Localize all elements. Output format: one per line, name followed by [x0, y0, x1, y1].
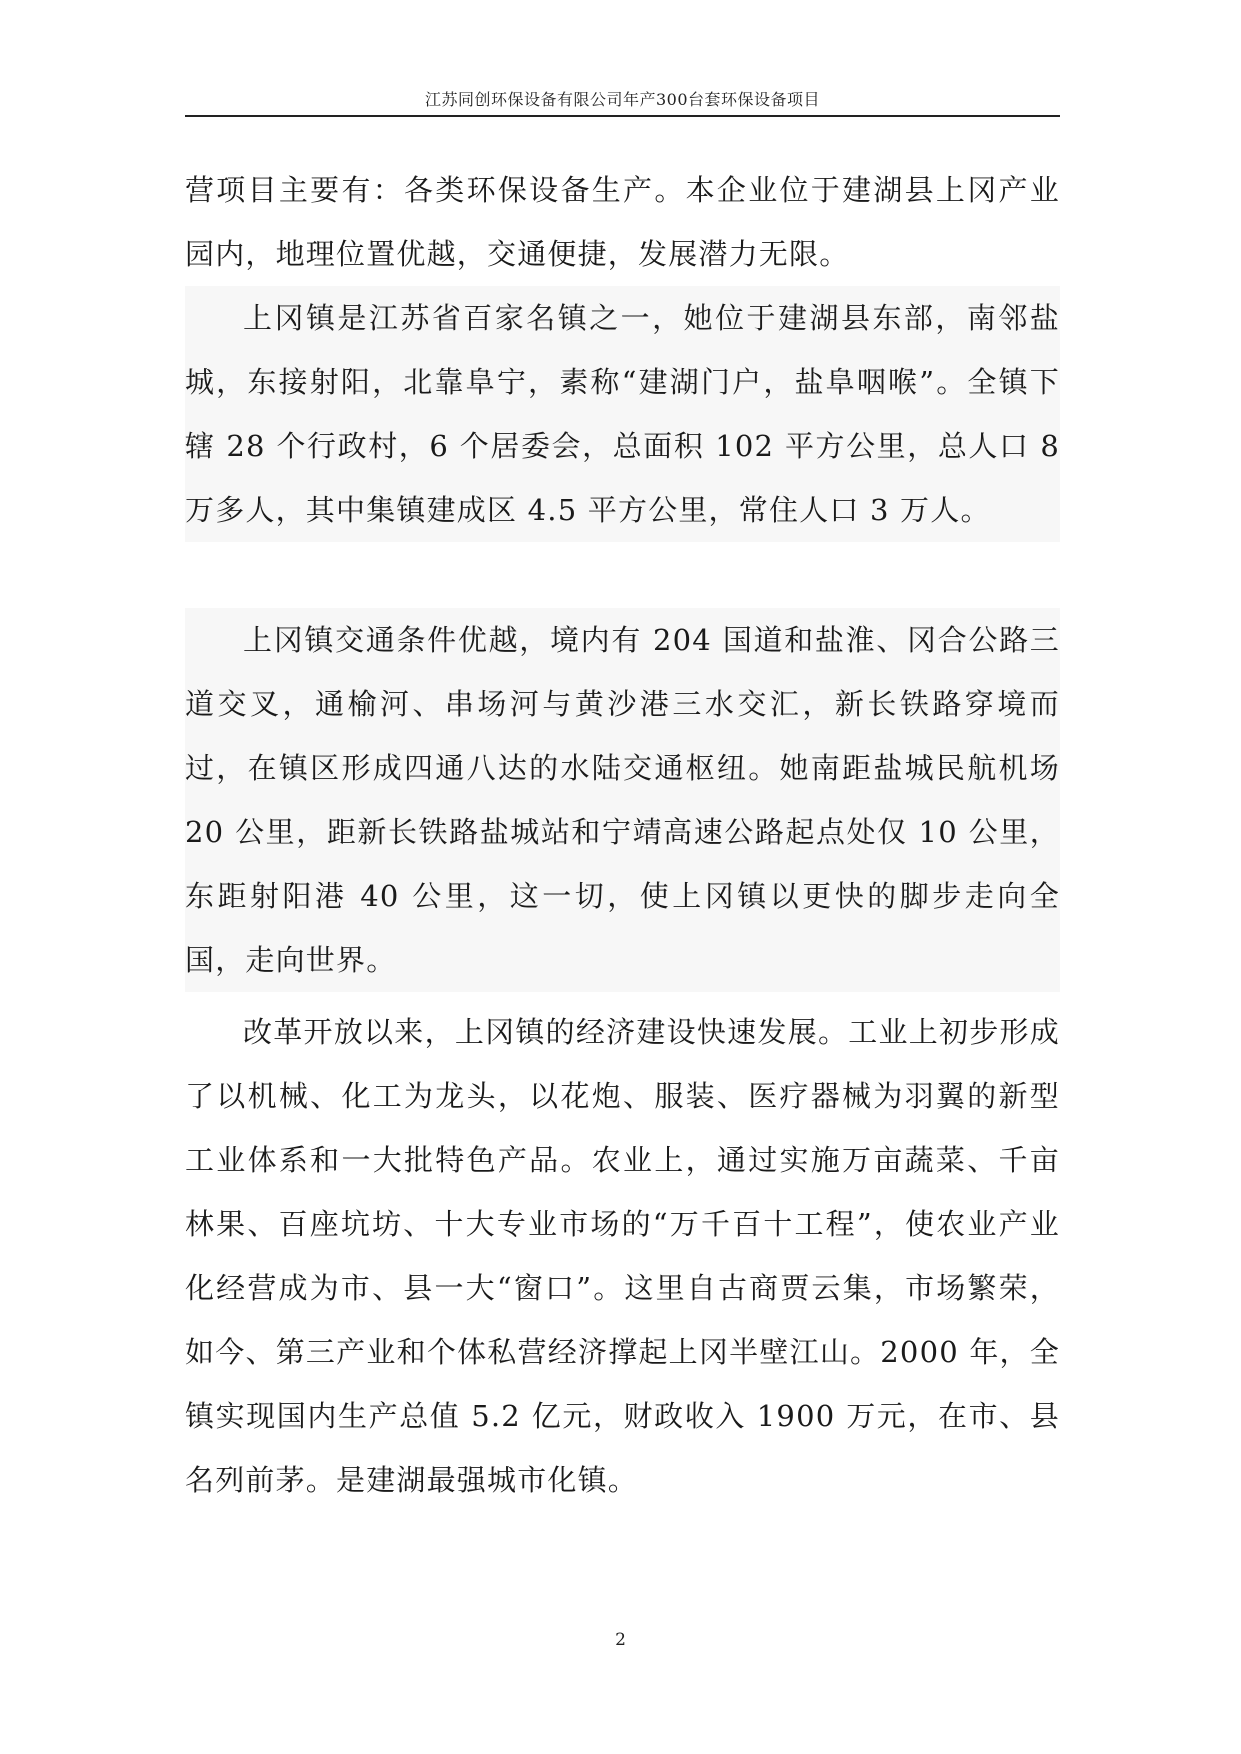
paragraph-intro-continued: 营项目主要有：各类环保设备生产。本企业位于建湖县上冈产业园内，地理位置优越，交通便捷，发展潜力无限。	[185, 173, 1060, 271]
header-divider	[185, 115, 1060, 117]
paragraph-economy: 改革开放以来，上冈镇的经济建设快速发展。工业上初步形成了以机械、化工为龙头，以花炮、服装、医疗器械为羽翼的新型工业体系和一大批特色产品。农业上，通过实施万亩蔬菜、千亩林果、百座坑坊、十大专业市场的“万千百十工程”，使农业产业化经营成为市、县一大“窗口”。这里自古商贾云集，市场繁荣，如今、第三产业和个体私营经济撑起上冈半壁江山。2000 年，全镇实现国内生产总值 5.2 亿元，财政收入 1900 万元，在市、县名列前茅。是建湖最强城市化镇。	[185, 1015, 1060, 1497]
page-header: 江苏同创环保设备有限公司年产300台套环保设备项目	[424, 90, 821, 109]
paragraph-town-overview: 上冈镇是江苏省百家名镇之一，她位于建湖县东部，南邻盐城，东接射阳，北靠阜宁，素称“建湖门户，盐阜咽喉”。全镇下辖 28 个行政村，6 个居委会，总面积 102 平方公里，总人口 8 万多人，其中集镇建成区 4.5 平方公里，常住人口 3 万人。	[185, 286, 1060, 542]
paragraph-transportation: 上冈镇交通条件优越，境内有 204 国道和盐淮、冈合公路三道交叉，通榆河、串场河与黄沙港三水交汇，新长铁路穿境而过，在镇区形成四通八达的水陆交通枢纽。她南距盐城民航机场 20 公里，距新长铁路盐城站和宁靖高速公路起点处仅 10 公里，东距射阳港 40 公里，这一切，使上冈镇以更快的脚步走向全国，走向世界。	[185, 608, 1060, 992]
page-number: 2	[615, 1630, 626, 1650]
